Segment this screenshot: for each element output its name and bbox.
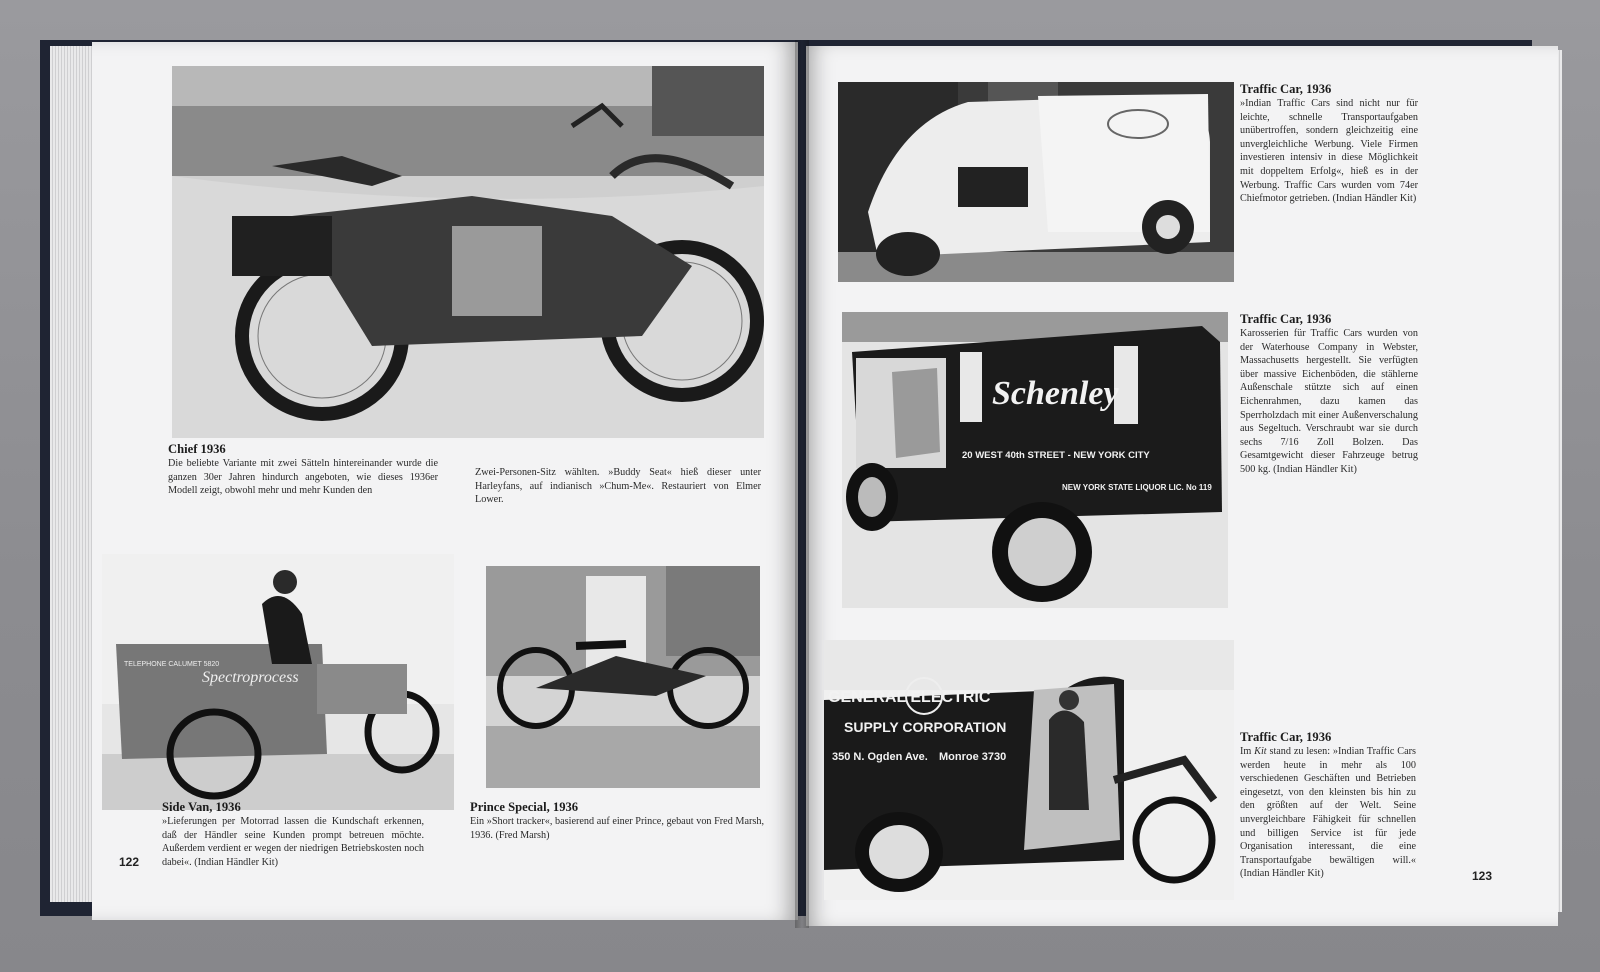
caption-side-van-title: Side Van, 1936 bbox=[162, 800, 241, 814]
ge-name-lettering: GENERAL ELECTRIC bbox=[828, 689, 991, 706]
caption-traffic-1 bbox=[1240, 82, 1418, 206]
caption-traffic-3-prefix: Im bbox=[1240, 746, 1255, 757]
left-page bbox=[92, 42, 798, 920]
caption-traffic-2-text: Karosserien für Traffic Cars wurden von der Waterhouse Company in Webster, Massachusetts hergestellt. Sie verfügten über massive Eichenböden, die stählerne Außenschale stützte sich auf einen Eichenrahmen, dazu kamen das Sperrholzdach mit einer Außenverschalung aus Segeltuch. Verschraubt war sie durch sechs 7/16 Zoll Bolzen. Das Gesamtgewicht dieser Fahrzeuge betrug 500 kg. (Indian Händler Kit) bbox=[1240, 328, 1418, 475]
ge-phone-lettering: Monroe 3730 bbox=[939, 751, 1007, 763]
caption-traffic-2 bbox=[1240, 312, 1418, 477]
photo-traffic-car-schenley bbox=[842, 312, 1228, 608]
caption-traffic-3-title: Traffic Car, 1936 bbox=[1240, 730, 1332, 744]
page-number-right: 123 bbox=[1472, 869, 1493, 883]
caption-traffic-3-kit: Kit bbox=[1254, 746, 1267, 757]
sidevan-brand-lettering: Spectroprocess bbox=[202, 669, 299, 686]
schenley-license-lettering: NEW YORK STATE LIQUOR LIC. No 119 bbox=[1062, 483, 1212, 492]
caption-prince-title: Prince Special, 1936 bbox=[470, 800, 579, 814]
book-gutter bbox=[795, 40, 809, 928]
caption-prince bbox=[470, 800, 764, 842]
right-page bbox=[806, 46, 1558, 926]
page-number-left: 122 bbox=[119, 855, 140, 869]
ge-address-lettering: 350 N. Ogden Ave. bbox=[832, 751, 928, 763]
schenley-address-lettering: 20 WEST 40th STREET - NEW YORK CITY bbox=[962, 450, 1150, 461]
caption-chief-continued bbox=[475, 466, 761, 507]
caption-chief-text-continued: Zwei-Personen-Sitz wählten. »Buddy Seat« hieß dieser unter Harleyfans, auf indianisch »Chum-Me«. Restauriert von Elmer Lower. bbox=[475, 467, 761, 506]
schenley-lettering: Schenley bbox=[992, 375, 1119, 412]
caption-traffic-1-text: »Indian Traffic Cars sind nicht nur für leichte, schnelle Transportaufgaben unübertroffen, sondern gleichzeitig eine unvergleichliche Werbung. Viele Firmen investieren intensiv in diese Möglichkeit mit doppeltem Erfolg«, hieß es in der Werbung. Traffic Cars wurden vom 74er Chiefmotor getrieben. (Indian Händler Kit) bbox=[1240, 98, 1418, 205]
caption-traffic-2-title: Traffic Car, 1936 bbox=[1240, 312, 1332, 326]
photo-traffic-car-general-electric bbox=[824, 640, 1234, 900]
photo-traffic-car-1 bbox=[838, 82, 1234, 282]
photo-side-van bbox=[102, 554, 454, 810]
caption-traffic-3-text: stand zu lesen: »Indian Traffic Cars werden heute in mehr als 100 verschiedenen Geschäften und Betrieben eingesetzt, von den kleinsten bis hin zu den größten auf der Welt. Seine unvergleichbare Fähigkeit für schnellen und billigen Service ist für jede Organisation interessant, die eine Transportaufgabe bewältigen will.« (Indian Händler Kit) bbox=[1240, 746, 1416, 880]
caption-prince-text: Ein »Short tracker«, basierend auf einer Prince, gebaut von Fred Marsh, 1936. (Fred Marsh) bbox=[470, 816, 764, 841]
caption-traffic-1-title: Traffic Car, 1936 bbox=[1240, 82, 1332, 96]
left-page-edges bbox=[50, 46, 94, 902]
caption-chief-title: Chief 1936 bbox=[168, 442, 226, 456]
caption-chief bbox=[168, 442, 438, 498]
caption-side-van-text: »Lieferungen per Motorrad lassen die Kundschaft erkennen, daß der Händler seine Kunden prompt betreuen möchte. Außerdem verdient er wegen der niedrigen Betriebskosten noch dabei«. (Indian Händler Kit) bbox=[162, 816, 424, 868]
sidevan-phone-lettering: TELEPHONE CALUMET 5820 bbox=[124, 661, 220, 668]
caption-traffic-3 bbox=[1240, 730, 1416, 881]
photo-chief-motorcycle bbox=[172, 66, 764, 438]
photo-prince-special bbox=[486, 566, 760, 788]
caption-side-van bbox=[162, 800, 424, 869]
ge-supply-lettering: SUPPLY CORPORATION bbox=[844, 719, 1007, 735]
caption-chief-text: Die beliebte Variante mit zwei Sätteln hintereinander wurde die ganzen 30er Jahren hindurch angeboten, wie dieses 1936er Modell zeigt, obwohl mehr und mehr Kunden den bbox=[168, 458, 438, 497]
